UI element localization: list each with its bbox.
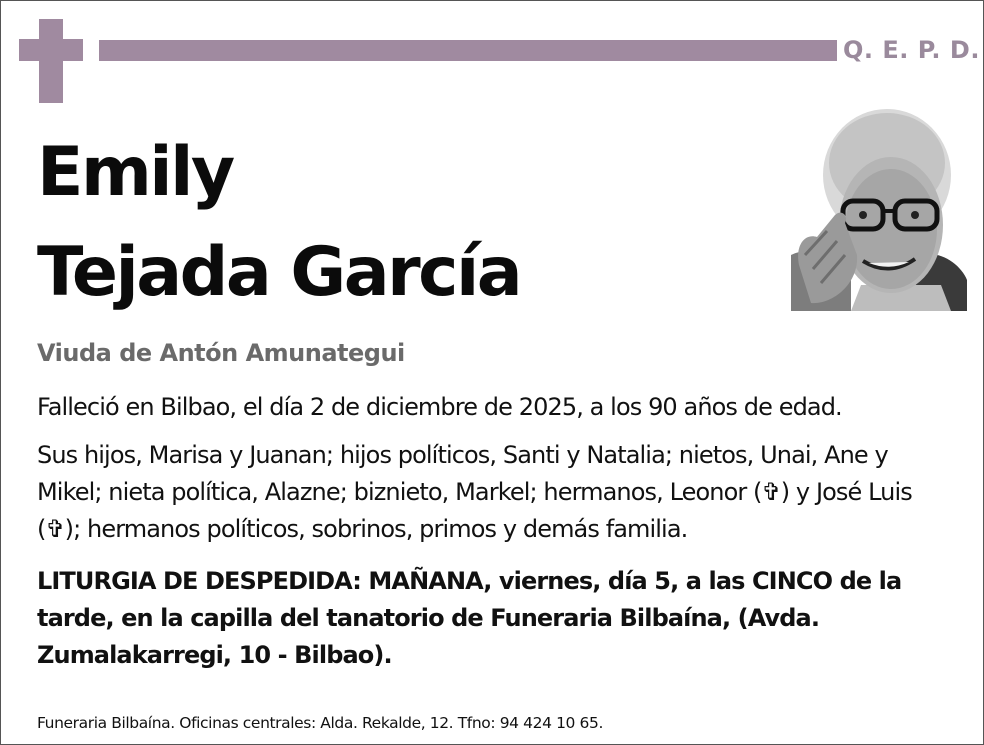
widow-of-line: Viuda de Antón Amunategui (37, 339, 405, 367)
death-notice-text: Falleció en Bilbao, el día 2 de diciembre de 2025, a los 90 años de edad. (37, 393, 842, 421)
funeral-home-footer: Funeraria Bilbaína. Oficinas centrales: Alda. Rekalde, 12. Tfno: 94 424 10 65. (37, 714, 603, 732)
family-text: Sus hijos, Marisa y Juanan; hijos políticos, Santi y Natalia; nietos, Unai, Ane y Mikel; nieta política, Alazne; biznieto, Markel; hermanos, Leonor (✞) y José Luis (✞); hermanos políticos, sobrinos, primos y demás familia. (37, 441, 912, 543)
header-rule (99, 40, 837, 61)
deceased-first-name: Emily (37, 133, 233, 212)
cross-icon-bar (19, 39, 83, 61)
ceremony-text: LITURGIA DE DESPEDIDA: MAÑANA, viernes, día 5, a las CINCO de la tarde, en la capilla del tanatorio de Funeraria Bilbaína, (Avda. Zumalakarregi, 10 - Bilbao). (37, 567, 902, 669)
portrait-photo (791, 105, 967, 311)
deceased-surnames: Tejada García (37, 233, 521, 312)
qepd-label: Q. E. P. D. (843, 36, 980, 64)
cross-icon (39, 19, 63, 103)
